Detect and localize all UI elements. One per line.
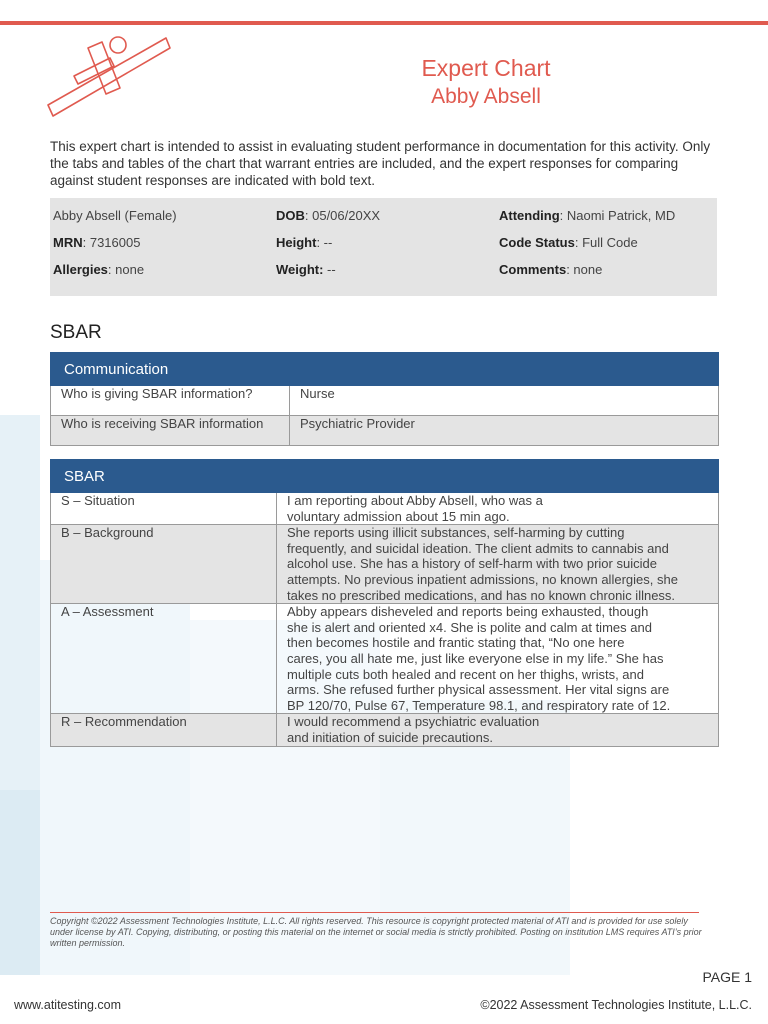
row-value: Nurse	[290, 386, 719, 416]
text-line: Abby appears disheveled and reports being exhausted, though	[287, 604, 649, 620]
text-line: alcohol use. She has a history of self-harm with two prior suicide	[287, 556, 657, 572]
top-accent-bar	[0, 21, 768, 25]
code-status-value: : Full Code	[574, 235, 638, 250]
page-title: Expert Chart	[421, 55, 551, 81]
table-row	[51, 714, 719, 746]
table-row	[51, 493, 719, 525]
code-status-field	[499, 235, 638, 250]
table-row	[51, 525, 719, 604]
row-value	[277, 525, 719, 604]
patient-name: Abby Absell (Female)	[53, 208, 177, 223]
attending-label: Attending	[499, 208, 560, 223]
text-line: multiple cuts both healed and recent on her thighs, wrists, and	[287, 666, 644, 682]
height-label: Height	[276, 235, 317, 250]
row-value	[277, 604, 719, 714]
allergies-field	[53, 262, 144, 277]
text-line: frequently, and suicidal ideation. The client admits to cannabis and	[287, 540, 669, 556]
table-row	[51, 604, 719, 714]
allergies-value: : none	[107, 262, 145, 277]
dob-value: : 05/06/20XX	[304, 208, 381, 223]
text-line: and initiation of suicide precautions.	[287, 729, 493, 745]
text-line: cares, you all hate me, just like everyone else in my life.” She has	[287, 650, 664, 666]
patient-info-panel	[50, 198, 717, 296]
text-line: then becomes hostile and frantic stating that, “No one here	[287, 635, 625, 651]
communication-table	[50, 352, 719, 446]
mrn-value: : 7316005	[82, 235, 141, 250]
patient-name-heading: Abby Absell	[431, 85, 541, 108]
text-line: BP 120/70, Pulse 67, Temperature 98.1, and respiratory rate of 12.	[287, 697, 671, 713]
sbar-table	[50, 459, 719, 747]
text-line: voluntary admission about 15 min ago.	[287, 508, 510, 524]
dob-field	[276, 208, 380, 223]
text-line: She reports using illicit substances, self-harming by cutting	[287, 525, 625, 541]
text-line: arms. She refused further physical assessment. Her vital signs are	[287, 682, 670, 698]
table-row	[51, 416, 719, 446]
attending-field	[499, 208, 675, 223]
comments-value: : none	[566, 262, 603, 277]
mrn-field	[53, 235, 140, 250]
communication-table-header: Communication	[51, 353, 719, 386]
section-title: SBAR	[50, 322, 102, 343]
page-number: PAGE 1	[702, 969, 752, 985]
text-line: I would recommend a psychiatric evaluation	[287, 714, 540, 730]
row-label: Who is giving SBAR information?	[51, 386, 290, 416]
copyright-notice: Copyright ©2022 Assessment Technologies Institute, L.L.C. All rights reserved. This resource is copyright protected material of ATI and is provided for use solely under license by ATI. Copying, distributing, or posting this material on the internet or social media is strictly prohibited. Posting on institution LMS requires ATI’s prior written permission.	[50, 916, 702, 948]
row-label: R – Recommendation	[51, 714, 277, 746]
table-row	[51, 386, 719, 416]
code-status-label: Code Status	[499, 235, 575, 250]
row-label: Who is receiving SBAR information	[51, 416, 290, 446]
height-value: : --	[316, 235, 333, 250]
dob-label: DOB	[276, 208, 305, 223]
weight-field	[276, 262, 336, 277]
company-copyright: ©2022 Assessment Technologies Institute, L.L.C.	[480, 998, 752, 1012]
footer-divider	[50, 912, 699, 913]
mrn-label: MRN	[53, 235, 83, 250]
comments-label: Comments	[499, 262, 567, 277]
row-value	[277, 714, 719, 746]
text-line: she is alert and oriented x4. She is polite and calm at times and	[287, 619, 652, 635]
text-line: I am reporting about Abby Absell, who was a	[287, 493, 543, 508]
height-field	[276, 235, 332, 250]
row-label: S – Situation	[51, 493, 277, 525]
website-link[interactable]: www.atitesting.com	[14, 998, 121, 1012]
weight-value: --	[323, 262, 336, 277]
attending-value: : Naomi Patrick, MD	[559, 208, 676, 223]
comments-field	[499, 262, 602, 277]
sbar-table-header: SBAR	[51, 460, 719, 493]
row-label: B – Background	[51, 525, 277, 604]
row-label: A – Assessment	[51, 604, 277, 714]
text-line: attempts. No previous inpatient admissions, no known allergies, she	[287, 571, 678, 587]
row-value	[277, 493, 719, 525]
text-line: takes no prescribed medications, and has no known chronic illness.	[287, 587, 676, 603]
allergies-label: Allergies	[53, 262, 108, 277]
intro-paragraph: This expert chart is intended to assist in evaluating student performance in documentation for this activity. Only the tabs and tables of the chart that warrant entries are included, and the expert responses for comparing against student responses are indicated with bold text.	[50, 139, 711, 188]
background-block	[0, 790, 40, 975]
ati-figure-logo-icon	[44, 30, 174, 125]
row-value: Psychiatric Provider	[290, 416, 719, 446]
weight-label: Weight:	[276, 262, 324, 277]
